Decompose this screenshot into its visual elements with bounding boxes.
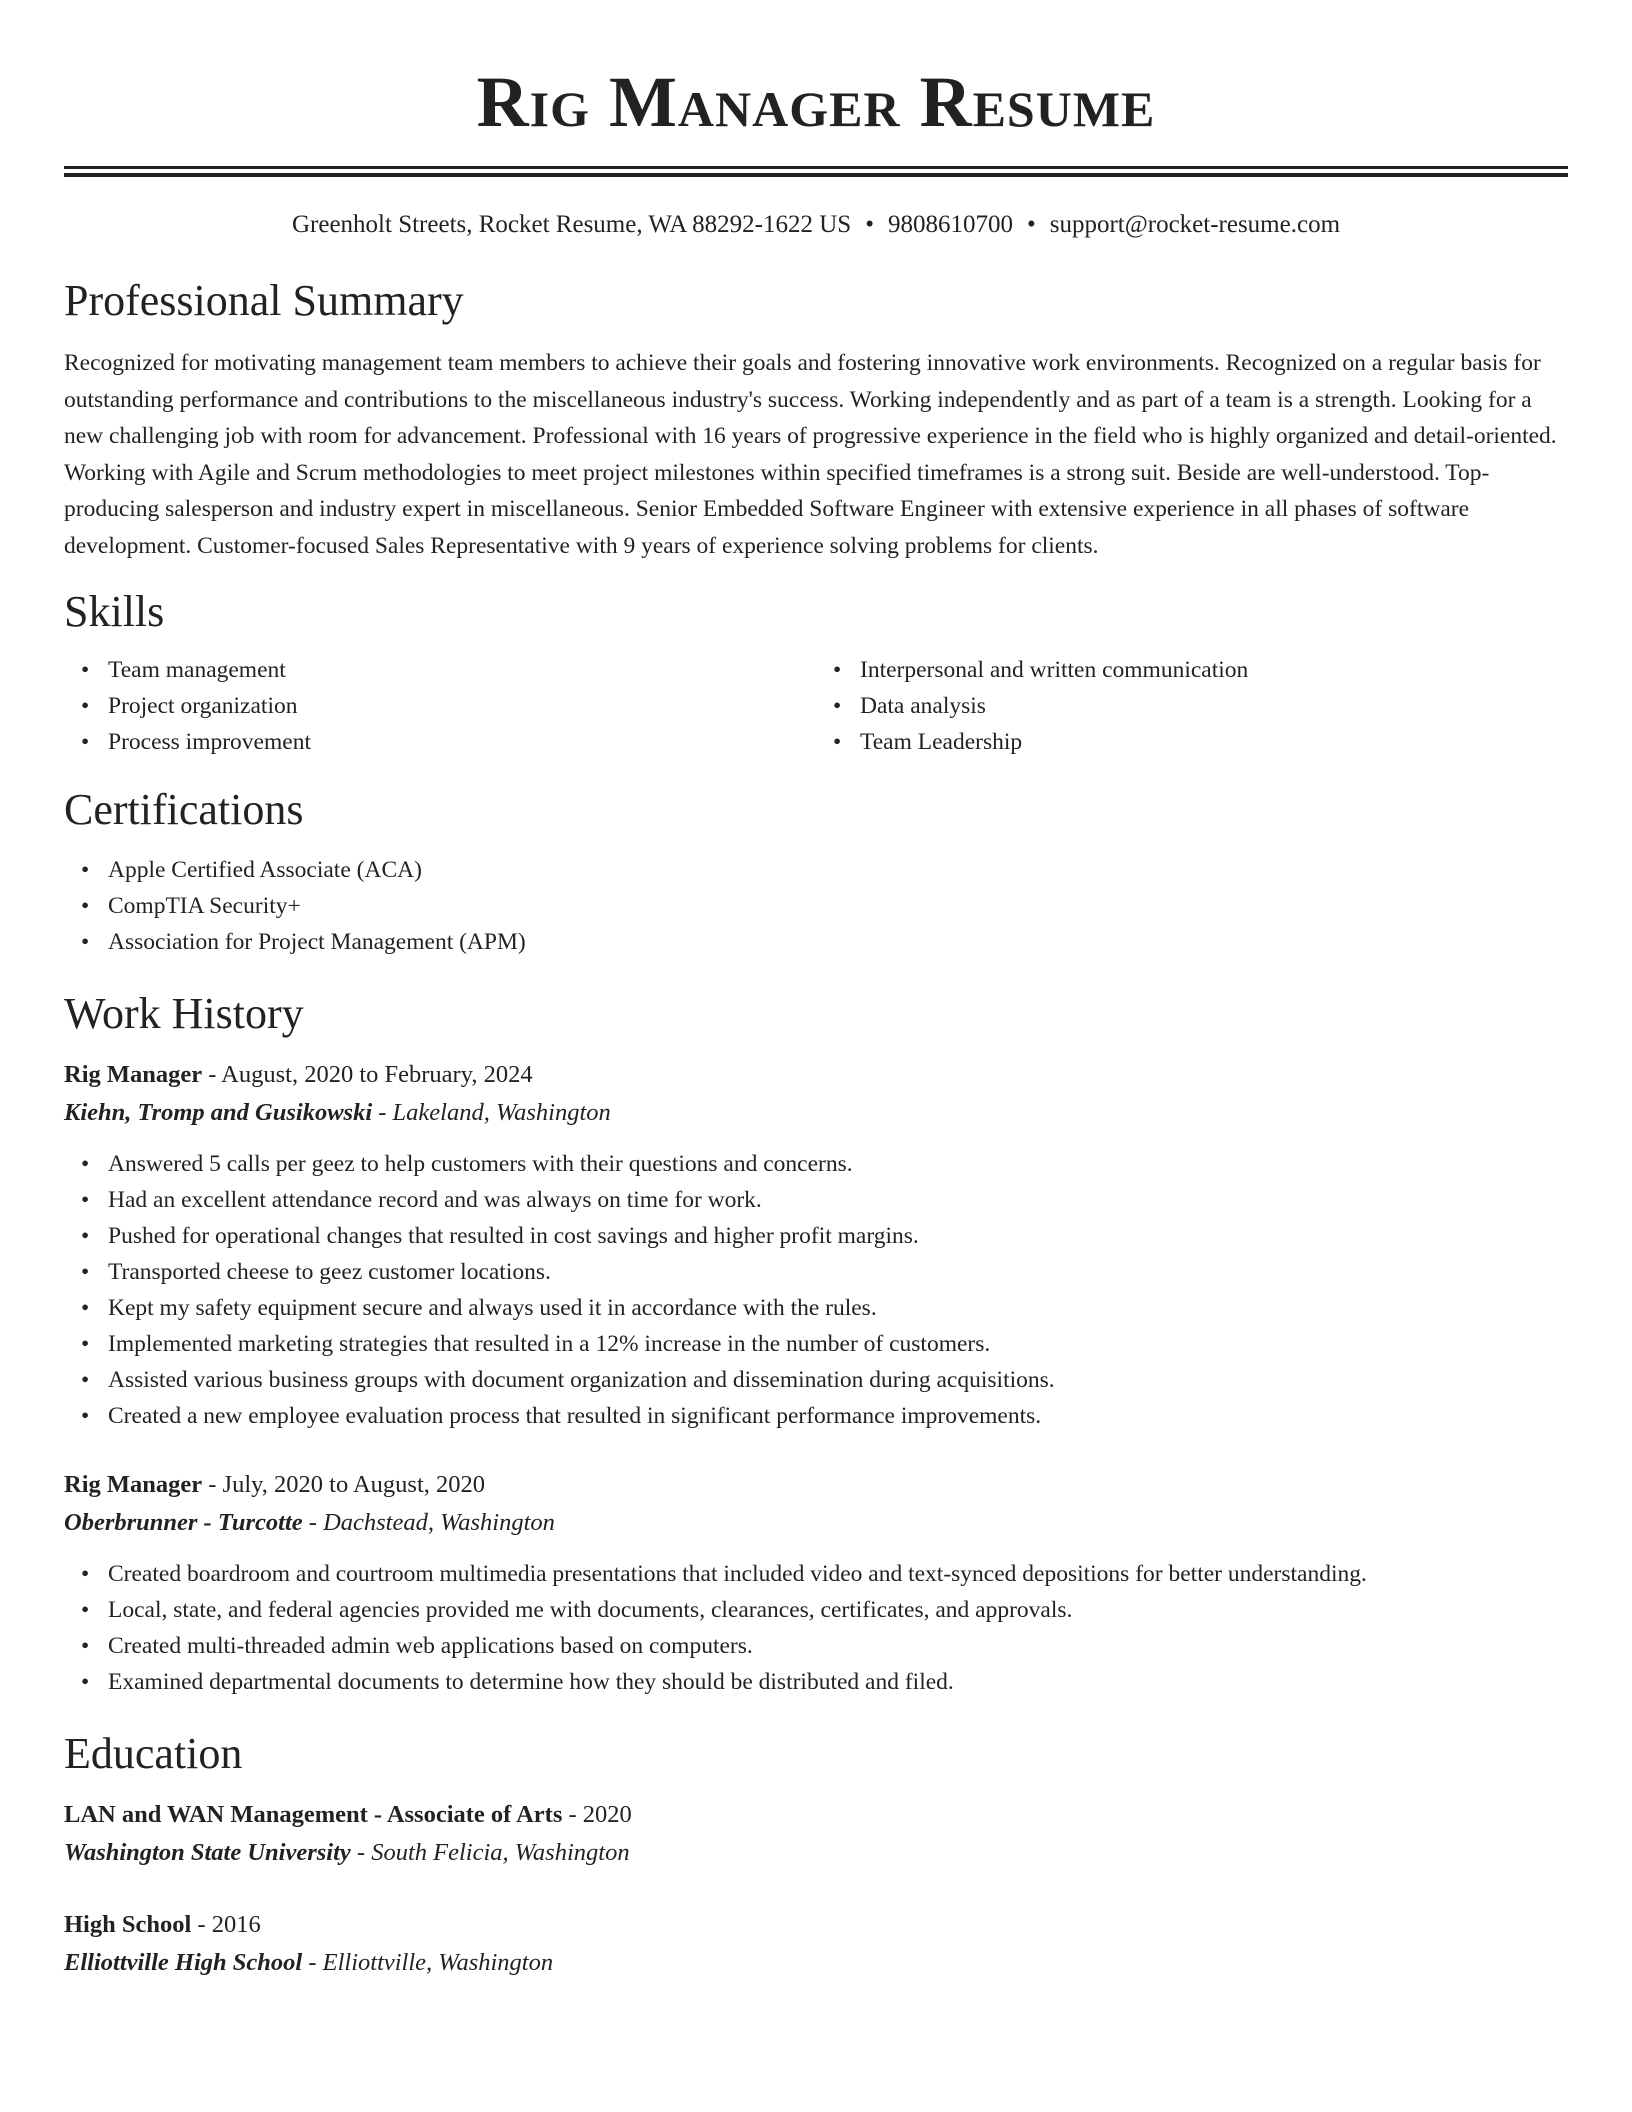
- job-location: - Lakeland, Washington: [372, 1099, 611, 1126]
- contact-phone: 9808610700: [887, 211, 1013, 238]
- skill-item: • Interpersonal and written communication: [833, 657, 1249, 683]
- contact-email: support@rocket-resume.com: [1049, 211, 1341, 238]
- work-history-heading: Work History: [64, 989, 304, 1038]
- skill-item: • Data analysis: [833, 693, 986, 719]
- education-location: - South Felicia, Washington: [350, 1839, 630, 1866]
- job-bullet: • Created boardroom and courtroom multimedia presentations that included video and text-synced depositions for better understanding.: [81, 1561, 1367, 1587]
- job-company: Kiehn, Tromp and Gusikowski: [64, 1099, 373, 1126]
- education-entry: [64, 1796, 1568, 1872]
- education-year: - 2020: [562, 1801, 632, 1828]
- job-bullets: [64, 1146, 1568, 1434]
- education-degree-line: [64, 1796, 1568, 1834]
- job-bullet: • Pushed for operational changes that resulted in cost savings and higher profit margins.: [81, 1223, 919, 1249]
- job-bullet: • Implemented marketing strategies that resulted in a 12% increase in the number of customers.: [81, 1331, 991, 1357]
- contact-address: Greenholt Streets, Rocket Resume, WA 88292-1622 US: [291, 211, 852, 238]
- job-dates: - July, 2020 to August, 2020: [202, 1471, 486, 1498]
- job-bullet: • Kept my safety equipment secure and always used it in accordance with the rules.: [81, 1295, 877, 1321]
- skill-item: • Process improvement: [81, 729, 311, 755]
- skills-column-left: [64, 652, 816, 760]
- skills-list: [64, 652, 1568, 760]
- title-divider: [64, 166, 1568, 177]
- job-bullet: • Examined departmental documents to determine how they should be distributed and filed.: [81, 1669, 954, 1695]
- education-school-line: [64, 1944, 1568, 1982]
- education-school: Washington State University: [64, 1839, 351, 1866]
- job-bullet: • Assisted various business groups with document organization and dissemination during acquisitions.: [81, 1367, 1055, 1393]
- education-location: - Elliottville, Washington: [302, 1949, 554, 1976]
- job-bullet: • Answered 5 calls per geez to help customers with their questions and concerns.: [81, 1151, 853, 1177]
- education-degree: LAN and WAN Management - Associate of Arts: [64, 1801, 563, 1828]
- skill-item: • Team management: [81, 657, 286, 683]
- job-bullets: [64, 1556, 1568, 1700]
- job-company-line: [64, 1504, 1568, 1542]
- education-degree: High School: [64, 1911, 192, 1938]
- education-heading: Education: [64, 1729, 243, 1778]
- education-entry: [64, 1906, 1568, 1982]
- job-title: Rig Manager: [64, 1471, 203, 1498]
- resume-title: Rig Manager Resume: [476, 62, 1156, 142]
- job-bullet: • Created multi-threaded admin web applications based on computers.: [81, 1633, 753, 1659]
- certification-item: • Apple Certified Associate (ACA): [81, 857, 422, 883]
- job-title-line: [64, 1466, 1568, 1504]
- skill-item: • Team Leadership: [833, 729, 1023, 755]
- job-company-line: [64, 1094, 1568, 1132]
- job-entry: [64, 1056, 1568, 1434]
- job-bullet: • Local, state, and federal agencies provided me with documents, clearances, certificates, and approvals.: [81, 1597, 1073, 1623]
- education-degree-line: [64, 1906, 1568, 1944]
- summary-heading: Professional Summary: [64, 276, 464, 325]
- job-company: Oberbrunner - Turcotte: [64, 1509, 303, 1536]
- skills-column-right: [816, 652, 1568, 760]
- job-bullet: • Transported cheese to geez customer locations.: [81, 1259, 551, 1285]
- education-year: - 2016: [191, 1911, 261, 1938]
- summary-text: Recognized for motivating management team members to achieve their goals and fostering innovative work environments. Recognized on a regular basis for outstanding performance and contributions to the miscellaneous industry's success. Working independently and as part of a team is a strength. Looking for a new challenging job with room for advancement. Professional with 16 years of progressive experience in the field who is highly organized and detail-oriented. Working with Agile and Scrum methodologies to meet project milestones within specified timeframes is a strong suit. Beside are well-understood. Top-producing salesperson and industry expert in miscellaneous. Senior Embedded Software Engineer with extensive experience in all phases of software development. Customer-focused Sales Representative with 9 years of experience solving problems for clients.: [64, 350, 1557, 559]
- skills-heading: Skills: [64, 587, 165, 636]
- certification-item: • Association for Project Management (APM): [81, 929, 526, 955]
- contact-separator: •: [865, 211, 874, 238]
- skill-item: • Project organization: [81, 693, 298, 719]
- contact-separator: •: [1026, 211, 1036, 238]
- certifications-list: [64, 852, 1568, 960]
- education-school: Elliottville High School: [64, 1949, 303, 1976]
- job-bullet: • Created a new employee evaluation process that resulted in significant performance improvements.: [81, 1403, 1042, 1429]
- job-title-line: [64, 1056, 1568, 1094]
- contact-line: [64, 209, 1568, 241]
- education-school-line: [64, 1834, 1568, 1872]
- certification-item: • CompTIA Security+: [81, 893, 301, 919]
- job-bullet: • Had an excellent attendance record and was always on time for work.: [81, 1187, 762, 1213]
- job-title: Rig Manager: [64, 1061, 203, 1088]
- job-location: - Dachstead, Washington: [302, 1509, 555, 1536]
- certifications-heading: Certifications: [64, 785, 304, 834]
- job-entry: [64, 1466, 1568, 1700]
- job-dates: - August, 2020 to February, 2024: [202, 1061, 533, 1088]
